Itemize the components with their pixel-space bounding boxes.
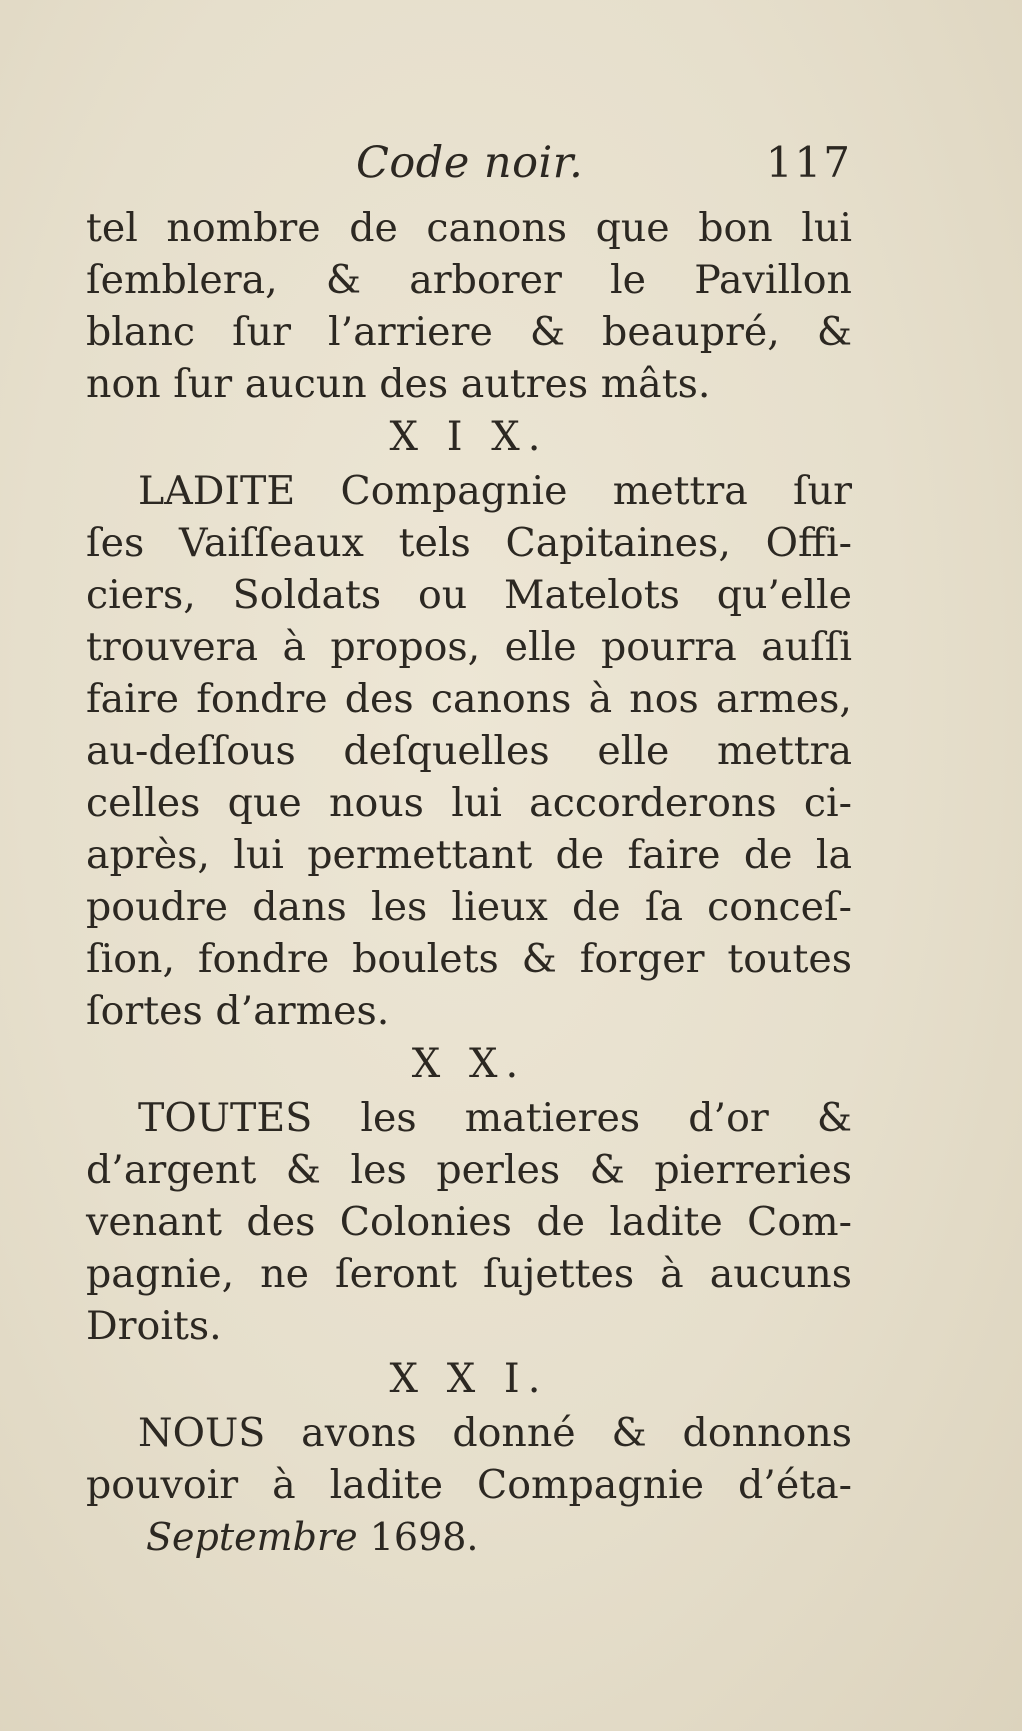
text-line: ciers, Soldats ou Matelots qu’elle <box>86 572 852 618</box>
text-line: venant des Colonies de ladite Com- <box>86 1199 852 1245</box>
article-heading: X X I. <box>389 1356 549 1402</box>
text-line: poudre dans les lieux de ſa conceſ- <box>86 884 852 930</box>
running-title: Code noir. <box>356 138 584 188</box>
text-line: TOUTES les matieres d’or & <box>138 1095 852 1141</box>
footer-month: Septembre <box>146 1515 358 1559</box>
paragraph-continuation <box>86 202 852 410</box>
text-line: faire fondre des canons à nos armes, <box>86 676 852 722</box>
text-line: LADITE Compagnie mettra ſur <box>138 468 852 514</box>
text-line: après, lui permettant de faire de la <box>86 832 852 878</box>
footer-year: 1698. <box>369 1515 479 1559</box>
text-line: blanc ſur l’arriere & beaupré, & <box>86 309 852 355</box>
article-heading: X X. <box>411 1041 527 1087</box>
running-head <box>86 138 852 202</box>
text-line: ſion, fondre boulets & forger toutes <box>86 936 852 982</box>
text-line: tel nombre de canons que bon lui <box>86 205 852 251</box>
text-line: ſemblera, & arborer le Pavillon <box>86 257 852 303</box>
text-line: pouvoir à ladite Compagnie d’éta- <box>86 1462 852 1508</box>
article-heading: X I X. <box>389 414 549 460</box>
text-line: ſortes d’armes. <box>86 988 390 1034</box>
text-line: trouvera à propos, elle pourra auſſi <box>86 624 852 670</box>
text-line: NOUS avons donné & donnons <box>138 1410 852 1456</box>
article-21 <box>86 1352 852 1511</box>
article-19 <box>86 410 852 1037</box>
text-line: d’argent & les perles & pierreries <box>86 1147 852 1193</box>
text-line: au-deſſous deſquelles elle mettra <box>86 728 852 774</box>
signature-footer <box>86 1511 852 1563</box>
text-line: Droits. <box>86 1303 222 1349</box>
page-number: 117 <box>765 138 852 187</box>
text-line: ſes Vaiſſeaux tels Capitaines, Offi- <box>86 520 852 566</box>
text-block <box>86 138 852 1563</box>
text-line: celles que nous lui accorderons ci- <box>86 780 852 826</box>
text-line: pagnie, ne ſeront ſujettes à aucuns <box>86 1251 852 1297</box>
article-20 <box>86 1037 852 1352</box>
text-line: non ſur aucun des autres mâts. <box>86 361 711 407</box>
